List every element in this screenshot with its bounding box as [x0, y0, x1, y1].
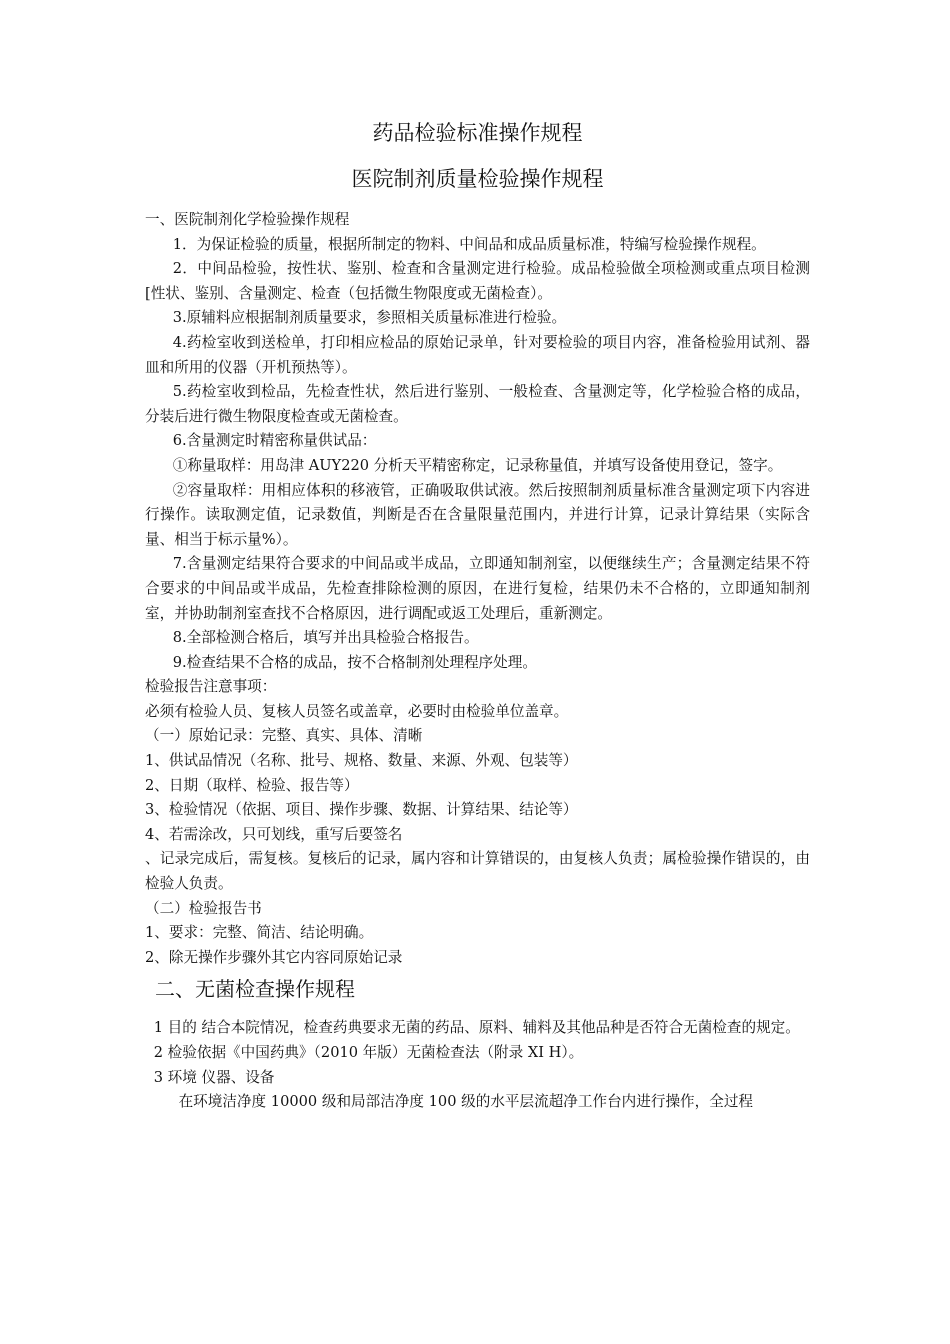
paragraph: 1 目的 结合本院情况，检查药典要求无菌的药品、原料、辅料及其他品种是否符合无菌检查的规定。 [153, 1019, 800, 1037]
paragraph: 3 环境 仪器、设备 [153, 1068, 275, 1086]
paragraph: 4.药检室收到送检单，打印相应检品的原始记录单，针对要检验的项目内容，准备检验用试剂、器皿和所用的仪器（开机预热等）。 [145, 333, 810, 376]
paragraph: ①称量取样：用岛津 AUY220 分析天平精密称定，记录称量值，并填写设备使用登记，签字。 [172, 456, 783, 474]
paragraph: 2．中间品检验，按性状、鉴别、检查和含量测定进行检验。成品检验做全项检测或重点项目检测[性状、鉴别、含量测定、检查（包括微生物限度或无菌检查）。 [145, 260, 810, 302]
document-body [145, 118, 810, 1115]
paragraph: ②容量取样：用相应体积的移液管，正确吸取供试液。然后按照制剂质量标准含量测定项下内容进行操作。读取测定值，记录数值，判断是否在含量限量范围内，并进行计算，记录计算结果（实际含量、相当于标示量%）。 [145, 481, 810, 548]
paragraph: 2 检验依据《中国药典》（2010 年版）无菌检查法（附录 XI H）。 [153, 1044, 584, 1061]
document-title: 药品检验标准操作规程 [372, 121, 583, 145]
list-item: 2、除无操作步骤外其它内容同原始记录 [145, 948, 403, 966]
paragraph: 6.含量测定时精密称量供试品： [172, 432, 377, 450]
list-item: 2、日期（取样、检验、报告等） [145, 776, 359, 794]
paragraph: （二）检验报告书 [145, 899, 262, 917]
paragraph: 3.原辅料应根据制剂质量要求，参照相关质量标准进行检验。 [172, 309, 567, 327]
paragraph: 在环境洁净度 10000 级和局部洁净度 100 级的水平层流超净工作台内进行操作，全过程 [178, 1093, 754, 1111]
section-2-title: 二、无菌检查操作规程 [155, 977, 355, 1002]
paragraph: 5.药检室收到检品，先检查性状，然后进行鉴别、一般检查、含量测定等，化学检验合格的成品，分装后进行微生物限度检查或无菌检查。 [145, 383, 810, 425]
list-item: 1、供试品情况（名称、批号、规格、数量、来源、外观、包装等） [145, 752, 578, 770]
paragraph: 检验报告注意事项： [145, 678, 277, 696]
paragraph: 8.全部检测合格后，填写并出具检验合格报告。 [172, 629, 479, 647]
paragraph: 必须有检验人员、复核人员签名或盖章，必要时由检验单位盖章。 [145, 702, 569, 720]
list-item: 4、若需涂改，只可划线，重写后要签名 [145, 825, 403, 843]
paragraph: 7.含量测定结果符合要求的中间品或半成品，立即通知制剂室，以便继续生产；含量测定结果不符合要求的中间品或半成品，先检查排除检测的原因，在进行复检，结果仍未不合格的，立即通知制剂室，并协助制剂室查找不合格原因，进行调配或返工处理后，重新测定。 [145, 555, 810, 622]
section-heading: 一、医院制剂化学检验操作规程 [145, 211, 350, 228]
list-item: 1、要求：完整、简洁、结论明确。 [145, 924, 374, 942]
list-item: 3、检验情况（依据、项目、操作步骤、数据、计算结果、结论等） [145, 801, 578, 819]
document-subtitle: 医院制剂质量检验操作规程 [351, 167, 604, 191]
paragraph: （一）原始记录：完整、真实、具体、清晰 [145, 727, 423, 745]
list-item: 、记录完成后，需复核。复核后的记录，属内容和计算错误的，由复核人负责；属检验操作错误的，由检验人负责。 [145, 850, 810, 893]
paragraph: 9.检查结果不合格的成品，按不合格制剂处理程序处理。 [172, 653, 537, 671]
paragraph: 1．为保证检验的质量，根据所制定的物料、中间品和成品质量标准，特编写检验操作规程。 [172, 235, 766, 253]
